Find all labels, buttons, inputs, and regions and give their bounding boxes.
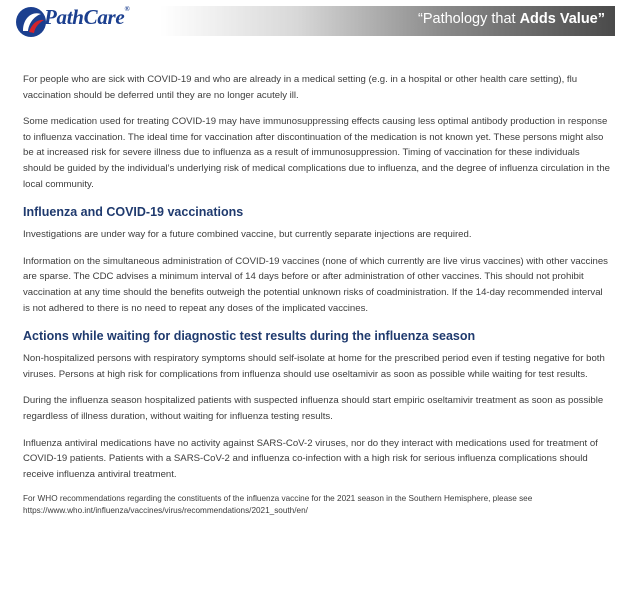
paragraph-combined-vaccine: Investigations are under way for a future combined vaccine, but currently separate injections are required. [23,229,472,241]
heading-influenza-covid-vaccinations: Influenza and COVID-19 vaccinations [23,205,244,220]
paragraph-simultaneous-administration: Information on the simultaneous administration of COVID-19 vaccines (none of which currently are live virus vaccines) with other vaccines are sparse. The CDC advises a minimum interval of 14 days before or after administration of other vaccines. This should not prohibit vaccination at any time should the benefits outweigh the potential unknown risks of coadministration. If the 14-day recommended interval is not adhered to there is no need to repeat any doses of the implicated vaccines. [23,255,608,314]
logo-wordmark: PathCare® [44,5,130,29]
paragraph-antiviral-medications: Influenza antiviral medications have no activity against SARS-CoV-2 viruses, nor do they interact with medications used for treatment of COVID-19 patients. Patients with a SARS-CoV-2 and influenza co-infection with a high risk for serious influenza complications should receive influenza antiviral treatment. [23,437,598,480]
page-header [0,0,635,44]
tagline-banner [160,6,615,36]
heading-actions-while-waiting: Actions while waiting for diagnostic test results during the influenza season [23,329,476,344]
tagline: “Pathology that Adds Value” [418,11,605,27]
paragraph-non-hospitalized-persons: Non-hospitalized persons with respiratory symptoms should self-isolate at home for the prescribed period even if testing negative for both viruses. Persons at high risk for complications from influenza should use oseltamivir as soon as possible while waiting for test results. [23,353,605,380]
footnote-who-recommendations: For WHO recommendations regarding the constituents of the influenza vaccine for the 2021 season in the Southern Hemisphere, please see https://www.who.int/influenza/vaccines/virus/recommendations/2021_south/en/ [23,494,533,516]
document-body [23,72,610,517]
paragraph-hospitalized-patients: During the influenza season hospitalized patients with suspected influenza should start empiric oseltamivir treatment as soon as possible regardless of illness duration, without waiting for influenza testing results. [23,395,604,422]
paragraph-flu-vaccination-deferral: For people who are sick with COVID-19 and who are already in a medical setting (e.g. in a hospital or other health care setting), flu vaccination should be deferred until they are no longer acutely ill. [23,74,578,101]
paragraph-immunosuppressing-medication: Some medication used for treating COVID-19 may have immunosuppressing effects causing less optimal antibody production in response to influenza vaccination. The ideal time for vaccination after discontinuation of the medication is not known yet. These persons might also be at increased risk for severe illness due to influenza as a result of immunosuppression. Timing of vaccination for these individuals should be guided by the individual’s underlying risk of medical complications due to influenza, and the degree of influenza circulation in the local community. [23,116,611,190]
